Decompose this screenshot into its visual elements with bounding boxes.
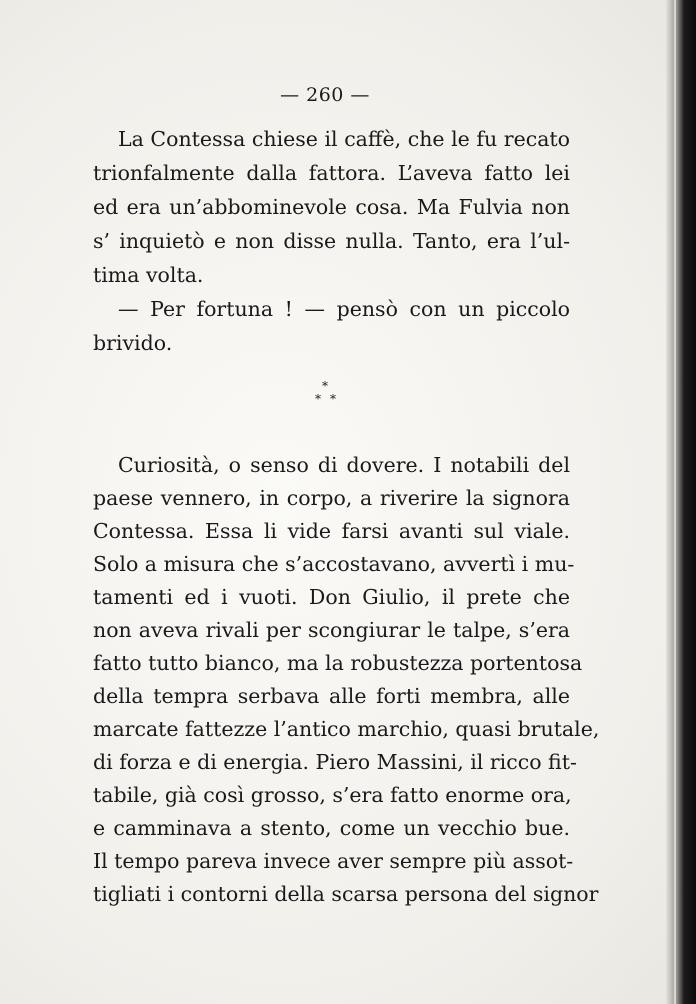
text-line: La Contessa chiese il caffè, che le fu recato: [118, 127, 570, 151]
text-line: trionfalmente dalla fattora. L’aveva fatto lei: [93, 161, 570, 185]
text-line: paese vennero, in corpo, a riverire la signora: [93, 486, 570, 510]
text-line: di forza e di energia. Piero Massini, il ricco fit-: [93, 750, 577, 774]
text-line: tima volta.: [93, 263, 204, 287]
page-edge: [666, 0, 696, 1004]
text-line: della tempra serbava alle forti membra, alle: [93, 684, 570, 708]
page-number: — 260 —: [280, 84, 370, 106]
text-line: ed era un’abbominevole cosa. Ma Fulvia non: [93, 195, 570, 219]
asterism-star: *: [322, 379, 328, 393]
asterism-star: *: [330, 392, 336, 406]
text-line: Contessa. Essa li vide farsi avanti sul viale.: [93, 519, 570, 543]
text-line: Curiosità, o senso di dovere. I notabili del: [118, 453, 570, 477]
section-asterism: [303, 380, 353, 410]
text-line: tamenti ed i vuoti. Don Giulio, il prete che: [93, 585, 570, 609]
text-line: non aveva rivali per scongiurar le talpe, s’era: [93, 618, 570, 642]
asterism-star: *: [315, 392, 321, 406]
page-edge-line: [674, 0, 676, 1004]
text-line: marcate fattezze l’antico marchio, quasi brutale,: [93, 717, 600, 741]
text-line: e camminava a stento, come un vecchio bue.: [93, 816, 570, 840]
text-line: Solo a misura che s’accostavano, avvertì i mu-: [93, 552, 575, 576]
text-line: brivido.: [93, 331, 173, 355]
text-line: fatto tutto bianco, ma la robustezza portentosa: [93, 651, 583, 675]
text-line: tabile, già così grosso, s’era fatto enorme ora,: [93, 783, 572, 807]
text-line: tigliati i contorni della scarsa persona del signor: [93, 882, 599, 906]
text-line: Il tempo pareva invece aver sempre più assot-: [93, 849, 574, 873]
text-line: — Per fortuna ! — pensò con un piccolo: [118, 297, 570, 321]
text-line: s’ inquietò e non disse nulla. Tanto, era l’ul-: [93, 229, 570, 253]
